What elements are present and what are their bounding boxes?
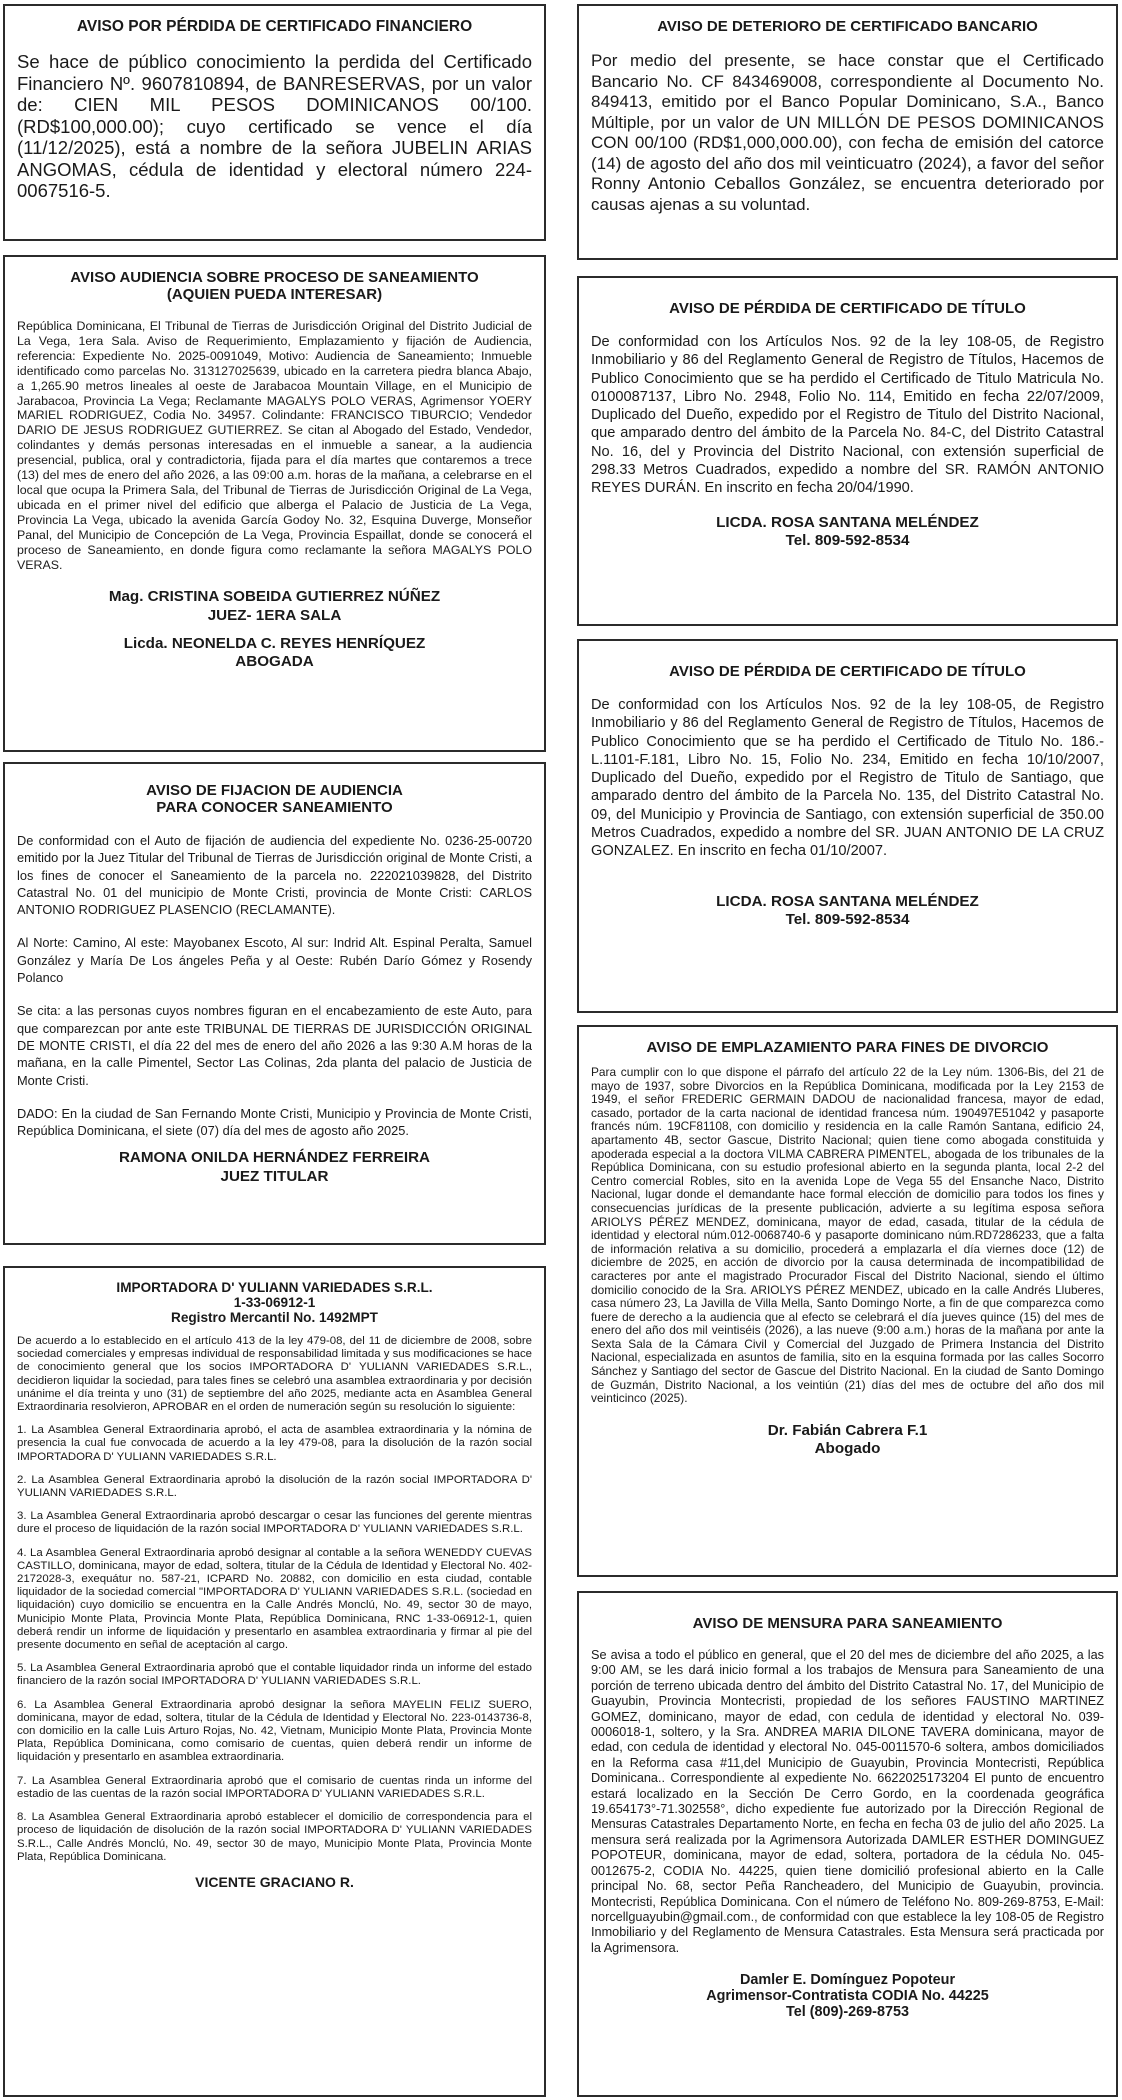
notice-intro: De acuerdo a lo establecido en el artículo 413 de la ley 479-08, del 11 de diciembre de 2008, sobre sociedad comerciales y empresas individual de responsabilidad limitada y sus modificaciones se hace de conocimiento general que los socios IMPORTADORA D' YULIANN VARIEDADES S.R.L., decidieron liquidar la sociedad, para tales fines se celebró una asamblea extraordinaria y por decisión unánime el día treinta y uno (31) de septiembre del año 2025, mediante acta en Asamblea General Extraordinaria resolvieron, APROBAR en el orden de numeración según su resolución lo siguiente: bbox=[17, 1335, 532, 1414]
notice-title: PARA CONOCER SANEAMIENTO bbox=[156, 799, 393, 816]
notice-body: República Dominicana, El Tribunal de Tierras de Jurisdicción Original del Distrito Judicial de La Vega, 1era Sala. Aviso de Requerimiento, Emplazamiento y fijación de Audiencia, referencia: Expediente No. 2025-0091049, Motivo: Audiencia de Saneamiento; Inmueble identificado como parcelas No. 313127025639, ubicado en la carretera piedra blanca Abajo, a 1,265.90 metros lineales al oeste de Jarabacoa Mountain Village, en el Municipio de Jarabacoa, Provincia La Vega; Reclamante MAGALYS POLO VERAS, Agrimensor YOERY MARIEL RODRIGUEZ, Codia No. 34957. Colindante: FRANCISCO TIBURCIO; Vendedor DARIO DE JESUS RODRIGUEZ GUTIERREZ. Se citan al Abogado del Estado, Vendedor, colindantes y demás personas interesadas en el inmueble a sanear, a la audiencia presencial, publica, oral y contradictoria, fijada para el día martes que contaremos a trece (13) del mes de enero del año 2026, a las 09:00 a.m. horas de la mañana, a celebrarse en el local que ocupa la Primera Sala, del Tribunal de Tierras de Jurisdicción Original de La Vega, ubicada en el primer nivel del edificio que alberga el Palacio de Justicia de La Vega, Provincia La Vega, ubicado la avenida García Godoy No. 32, Esquina Duverge, Monseñor Panal, del Municipio de Concepción de La Vega, Provincia Espaillat, donde se conocerá el proceso de Saneamiento, en donde figura como reclamante la señora MAGALYS POLO VERAS. bbox=[17, 319, 532, 572]
signature-name: VICENTE GRACIANO R. bbox=[195, 1873, 354, 1890]
notice-paragraph: Se cita: a las personas cuyos nombres figuran en el encabezamiento de este Auto, para que comparezcan por ante este TRIBUNAL DE TIERRAS DE JURISDICCIÓN ORIGINAL DE MONTE CRISTI, el día 22 del mes de enero del año 2026 a las 9:30 A.M horas de la mañana, en la calle Pimentel, Sector Las Colinas, 2da planta del palacio de Justicia de Monte Cristi. bbox=[17, 1003, 532, 1088]
signature-role: JUEZ- 1ERA SALA bbox=[207, 606, 342, 624]
notice-fijacion-audiencia bbox=[3, 762, 546, 1245]
company-registry: Registro Mercantil No. 1492MPT bbox=[171, 1310, 378, 1325]
notice-title: AVISO DE FIJACION DE AUDIENCIA bbox=[146, 782, 403, 799]
notice-paragraph: DADO: En la ciudad de San Fernando Monte Cristi, Municipio y Provincia de Monte Cristi, República Dominicana, el siete (07) día del mes de agosto año 2025. bbox=[17, 1105, 532, 1139]
signature-name: LICDA. ROSA SANTANA MELÉNDEZ bbox=[716, 513, 979, 531]
notice-perdida-titulo-1 bbox=[577, 276, 1118, 626]
signature-name: LICDA. ROSA SANTANA MELÉNDEZ bbox=[716, 892, 979, 910]
notice-title: AVISO DE EMPLAZAMIENTO PARA FINES DE DIVORCIO bbox=[646, 1039, 1049, 1056]
notice-perdida-titulo-2 bbox=[577, 639, 1118, 1013]
signature-name: Mag. CRISTINA SOBEIDA GUTIERREZ NÚÑEZ bbox=[108, 588, 441, 606]
notice-paragraph: De conformidad con el Auto de fijación de audiencia del expediente No. 0236-25-00720 emitido por la Juez Titular del Tribunal de Tierras de Jurisdicción original de Monte Cristi, a los fines de conocer el Saneamiento de la parcela no. 222021039828, del Distrito Catastral No. 01 del municipio de Monte Cristi, provincia de Monte Cristi: CARLOS ANTONIO RODRIGUEZ PLASENCIO (RECLAMANTE). bbox=[17, 833, 532, 918]
notice-title: AVISO POR PÉRDIDA DE CERTIFICADO FINANCIERO bbox=[76, 18, 473, 35]
resolution-item: 8. La Asamblea General Extraordinaria aprobó establecer el domicilio de correspondencia para el proceso de liquidación de disolución de la razón social IMPORTADORA D' YULIANN VARIEDADES S.R.L., Calle Andrés Monclú, No. 49, sector 30 de mayo, Municipio Monte Plata, Provincia Monte Plata, República Dominicana. bbox=[17, 1811, 532, 1863]
signature-name: Dr. Fabián Cabrera F.1 bbox=[767, 1421, 928, 1439]
resolution-item: 6. La Asamblea General Extraordinaria aprobó designar la señora MAYELIN FELIZ SUERO, dominicana, mayor de edad, soltera, titular de la Cédula de Identidad y Electoral No. 223-0143736-8, con domicilio en la calle Luis Arturo Rojas, No. 42, Vietnam, Municipio Monte Plata, Provincia Monte Plata, República Dominicana, como comisario de cuentas, quien deberá rendir un informe de liquidación y presentarlo en asamblea extraordinaria. bbox=[17, 1698, 532, 1764]
signature-role: ABOGADA bbox=[235, 653, 314, 671]
notice-body: De conformidad con los Artículos Nos. 92 de la ley 108-05, de Registro Inmobiliario y 86 del Reglamento General de Registro de Títulos, Hacemos de Publico Conocimiento que se ha perdido el Certificado de Titulo No. 186.-L.1101-F.181, Libro No. 15, Folio No. 234, Emitido en fecha 10/10/2007, Duplicado del Dueño, expedido por el Registro de Titulo de Santiago, que amparado dentro del ámbito de la Parcela No. 135, del Distrito Catastral No. 09, del Municipio y Provincia de Santiago, con extensión superficial de 350.00 Metros Cuadrados, expedido a nombre del SR. JUAN ANTONIO DE LA CRUZ GONZALEZ. En inscrito en fecha 01/10/2007. bbox=[591, 697, 1104, 860]
signature-phone: Tel. 809-592-8534 bbox=[785, 910, 910, 928]
notice-certificado-financiero bbox=[3, 4, 546, 241]
signature-role: Abogado bbox=[814, 1440, 881, 1458]
notice-title: AVISO DE PÉRDIDA DE CERTIFICADO DE TÍTULO bbox=[669, 300, 1026, 317]
notice-paragraph: Al Norte: Camino, Al este: Mayobanex Escoto, Al sur: Indrid Alt. Espinal Peralta, Samuel González y María De Los ángeles Peña y al Oeste: Rubén Darío Gómez y Rosendy Polanco bbox=[17, 935, 532, 986]
notice-body: Se hace de público conocimiento la perdida del Certificado Financiero Nº. 9607810894, de BANRESERVAS, por un valor de: CIEN MIL PESOS DOMINICANOS 00/100. (RD$100,000.00); cuyo certificado se vence el día (11/12/2025), está a nombre de la señora JUBELIN ARIAS ANGOMAS, cédula de identidad y electoral número 224-0067516-5. bbox=[17, 51, 532, 201]
notice-body: Para cumplir con lo que dispone el párrafo del artículo 22 de la Ley núm. 1306-Bis, del 21 de mayo de 1937, sobre Divorcios en la República Dominicana, modificada por la Ley 2153 de 1949, el señor FREDERIC GERMAIN DADOU de nacionalidad francesa, mayor de edad, casado, portador de la carta nacional de identidad francesa núm. 190497E51042 y pasaporte francés núm. 19CF81108, con domicilio y residencia en la calle Ramón Santana, edificio 24, apartamento 4B, sector Gascue, Distrito Nacional; quien tiene como abogada constituida y apoderada especial a la doctora VILMA CABRERA PIMENTEL, abogada de los tribunales de la República Dominicana, con su estudio profesional abierto en la segunda planta, local 2-2 del Centro comercial Robles, sito en la avenida Lope de Vega 55 del Ensanche Naco, Distrito Nacional, lugar donde el demandante hace formal elección de domicilio para todos los fines y consecuencias jurídicas de la presente publicación, advierte a su legítima esposa señora ARIOLYS PÉREZ MENDEZ, dominicana, mayor de edad, casada, titular de la cédula de identidad y electoral núm.012-0068740-6 y pasaporte dominicano núm.RD7286233, que a falta de información relativa a su domicilio, procederá a emplazarla el día viernes doce (12) de diciembre de 2025, en acción de divorcio por la causa determinada de incompatibilidad de caracteres por ante el magistrado Procurador Fiscal del Distrito Nacional, siendo el último domicilio conocido de la Sra. ARIOLYS PÉREZ MENDEZ, ubicado en la calle Andrés Lluberes, casa número 23, La Javilla de Villa Mella, Santo Domingo Norte, a fin de que comparezca como fuere de derecho a la audiencia que al efecto se celebrará el día jueves quince (15) del mes de enero del año dos mil veintiséis (2026), a las nueve (9:00 a.m.) horas de la mañana por ante la Sexta Sala de la Cámara Civil y Comercial del Juzgado de Primera Instancia del Distrito Nacional, especializada en asuntos de familia, sito en la esquina formada por las calles Socorro Sánchez y Santiago del sector de Gascue del Distrito Nacional. En la ciudad de Santo Domingo de Guzmán, Distrito Nacional, a los veintiún (21) días del mes de octubre del año dos mil veinticinco (2025). bbox=[591, 1065, 1104, 1406]
notice-audiencia-saneamiento bbox=[3, 255, 546, 752]
signature-name: Damler E. Domínguez Popoteur bbox=[739, 1972, 956, 1989]
resolution-item: 1. La Asamblea General Extraordinaria aprobó, el acta de asamblea extraordinaria y la nómina de presencia la cual fue convocada de acuerdo a la ley 479-08, para la disolución de la razón social IMPORTADORA D' YULIANN VARIEDADES S.R.L. bbox=[17, 1424, 532, 1463]
notice-body: De conformidad con los Artículos Nos. 92 de la ley 108-05, de Registro Inmobiliario y 86 del Reglamento General de Registro de Títulos, Hacemos de Publico Conocimiento que se ha perdido el Certificado de Titulo Matricula No. 0100087137, Libro No. 2948, Folio No. 114, Emitido en fecha 22/07/2009, Duplicado del Dueño, expedido por el Registro de Titulo del Distrito Nacional, que amparado dentro del ámbito de la Parcela No. 84-C, del Distrito Catastral No. 16, del y Provincia del Distrito Nacional, con extensión superficial de 298.33 Metros Cuadrados, expedido a nombre del SR. RAMÓN ANTONIO REYES DURÁN. En inscrito en fecha 20/04/1990. bbox=[591, 334, 1104, 497]
company-rnc: 1-33-06912-1 bbox=[233, 1295, 316, 1310]
resolution-item: 4. La Asamblea General Extraordinaria aprobó designar al contable a la señora WENEDDY CUEVAS CASTILLO, dominicana, mayor de edad, soltera, titular de la Cédula de Identidad y Electoral No. 402-2172028-3, exequátur no. 587-21, ICPARD No. 20882, con domicilio en esta ciudad, contable liquidador de la sociedad comercial "IMPORTADORA D' YULIANN VARIEDADES S.R.L. (sociedad en liquidación) cuyo domicilio se encuentra en la Calle Andrés Monclú, No. 49, sector 30 de mayo, Municipio Monte Plata, Provincia Monte Plata, República Dominicana, RNC 1-33-06912-1, quien deberá rendir un informe de liquidación y presentarlo en asamblea extraordinaria y firmar al pie del presente documento en señal de aceptación al cargo. bbox=[17, 1546, 532, 1652]
signature-name: RAMONA ONILDA HERNÁNDEZ FERREIRA bbox=[118, 1149, 431, 1167]
notice-title: AVISO DE DETERIORO DE CERTIFICADO BANCARIO bbox=[657, 18, 1038, 35]
signature-role: Agrimensor-Contratista CODIA No. 44225 bbox=[706, 1988, 989, 2005]
signature-phone: Tel (809)-269-8753 bbox=[786, 2004, 909, 2021]
notice-title: AVISO DE PÉRDIDA DE CERTIFICADO DE TÍTULO bbox=[669, 663, 1026, 680]
notice-subtitle: (AQUIEN PUEDA INTERESAR) bbox=[166, 286, 383, 303]
resolution-item: 2. La Asamblea General Extraordinaria aprobó la disolución de la razón social IMPORTADORA D' YULIANN VARIEDADES S.R.L. bbox=[17, 1473, 532, 1500]
notice-title: AVISO AUDIENCIA SOBRE PROCESO DE SANEAMIENTO bbox=[70, 269, 479, 286]
notice-emplazamiento-divorcio bbox=[577, 1025, 1118, 1577]
notice-body: Se avisa a todo el público en general, que el 20 del mes de diciembre del año 2025, a las 9:00 AM, se les dará inicio formal a los trabajos de Mensura para Saneamiento de una porción de terreno ubicada dentro del ámbito del Distrito Catastral No. 17, del Municipio de Guayubin, Provincia Montecristi, propiedad de los señores FAUSTINO MARTINEZ GOMEZ, dominicano, mayor de edad, con cedula de identidad y electoral No. 039-0006018-1, soltero, y la Sra. ANDREA MARIA DILONE TAVERA dominicana, mayor de edad, con cedula de identidad y electoral No. 045-0011570-6 soltera, ambos domiciliados en la Reforma casa #11,del Municipio de Guayubin, Provincia Montecristi, República Dominicana.. Correspondiente al expediente No. 6622025173204 El punto de encuentro estará localizado en la Sección De Cerro Gordo, en la coordenada geográfica 19.654173°-71.302558°, dicho expediente fue autorizado por la Dirección Regional de Mensuras Catastrales Departamento Norte, en fecha en fecha 03 de julio del año 2025. La mensura será realizada por la Agrimensora Autorizada DAMLER ESTHER DOMINGUEZ POPOTEUR, dominicana, mayor de edad, soltera, portadora de la cédula No. 045-0012675-2, CODIA No. 44225, quien tiene domicilió profesional abierto en la Calle principal No. 68, sector Peña Rancheadero, del Municipio de Guayubin, provincia. Montecristi, República Dominicana. Con el número de Teléfono No. 809-269-8753, E-Mail: norcellguayubin@gmail.com., de conformidad con que establece la ley 108-05 de Registro Inmobiliario y del Reglamento de Mensura Catastrales. Esta Mensura será practicada por la Agrimensora. bbox=[591, 1648, 1104, 1955]
signature-phone: Tel. 809-592-8534 bbox=[785, 531, 910, 549]
notice-body: Por medio del presente, se hace constar que el Certificado Bancario No. CF 843469008, correspondiente al Documento No. 849413, emitido por el Banco Popular Dominicano, S.A., Banco Múltiple, por un valor de UN MILLÓN DE PESOS DOMINICANOS CON 00/100 (RD$1,000,000.00), con fecha de emisión del catorce (14) de agosto del año dos mil veinticuatro (2024), a favor del señor Ronny Antonio Ceballos González, se encuentra deteriorado por causas ajenas a su voluntad. bbox=[591, 51, 1104, 214]
resolution-item: 5. La Asamblea General Extraordinaria aprobó que el contable liquidador rinda un informe del estado financiero de la razón social IMPORTADORA D' YULIANN VARIEDADES S.R.L. bbox=[17, 1662, 532, 1688]
resolution-item: 3. La Asamblea General Extraordinaria aprobó descargar o cesar las funciones del gerente mientras dure el proceso de liquidación de la razón social IMPORTADORA D' YULIANN VARIEDADES S.R.L. bbox=[17, 1510, 532, 1536]
company-name: IMPORTADORA D' YULIANN VARIEDADES S.R.L. bbox=[116, 1280, 433, 1295]
notice-title: AVISO DE MENSURA PARA SANEAMIENTO bbox=[692, 1615, 1003, 1632]
notice-importadora bbox=[3, 1266, 546, 2097]
notice-mensura-saneamiento bbox=[577, 1591, 1118, 2097]
signature-name: Licda. NEONELDA C. REYES HENRÍQUEZ bbox=[123, 635, 426, 652]
notice-deterioro-certificado bbox=[577, 4, 1118, 260]
resolution-item: 7. La Asamblea General Extraordinaria aprobó que el comisario de cuentas rinda un informe del estadio de las cuentas de la razón social IMPORTADORA D' YULIANN VARIEDADES S.R.L. bbox=[17, 1774, 532, 1800]
signature-role: JUEZ TITULAR bbox=[220, 1167, 329, 1185]
